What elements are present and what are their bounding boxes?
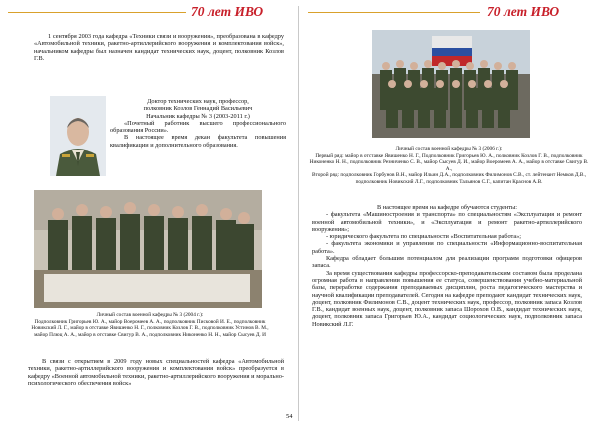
body-line-1: В настоящее время на кафедре обучаются студенты: xyxy=(377,204,517,211)
bio-line-1: Доктор технических наук, профессор, xyxy=(147,98,249,105)
intro-paragraph: 1 сентября 2003 года кафедра «Техники связи и вооружения», преобразована в кафедру «Автомобильной техники, ракетно-артиллерийского вооружения и комплектования войск», начальником кафедры был назначен кандидат технических наук, доцент, полковник Козлов Г.В. xyxy=(34,33,284,62)
body-line-3: - юридического факультета по специальности «Воспитательная работа»; xyxy=(326,233,522,241)
right-body-text xyxy=(312,204,582,328)
body-line-5: Кафедра обладает большим потенциалом для реализации программ подготовки офицеров запаса. xyxy=(312,255,582,270)
body-line-4: - факультета экономики и управления по специальности «Информационно-воспитательная работа». xyxy=(312,240,582,255)
group-photo-2004-caption xyxy=(28,312,272,338)
caption-2006-row1: Первый ряд: майор в отставке Явишенко Н. Г., Подполковник Григорьев Ю. А., полковник Козлов Г. В., подполковник Никоненко Н. Н., подполковник Резниченко С. В., майор Сысуев Д. И., майор Воеромеев А. А., майор в отставке Свигур В. А., xyxy=(309,152,589,172)
body-line-2: - факультета «Машиностроения и транспорта» по специальностям «Эксплуатация и ремонт военной автомобильной техники», и «Эксплуатация и ремонт ракетно-артиллерийского вооружения»; xyxy=(312,211,582,233)
caption-2006-title: Личный состав военной кафедры № 3 (2006 г.): xyxy=(395,146,503,152)
header-rule-right xyxy=(308,12,480,13)
bio-line-3: Начальник кафедры № 3 (2003-2011 г.) xyxy=(146,112,250,120)
bio-line-5: В настоящее время декан факультета повышения квалификации и дополнительного образования. xyxy=(110,134,286,149)
center-gutter-line xyxy=(298,6,299,421)
bio-line-4: «Почетный работник высшего профессионального образования России». xyxy=(110,119,286,135)
caption-2004-names: Подполковник Григорьев Ю. А., майор Воеромеев А. А., подполковник Писковой И. Е., подполковник Новикский Л. Г., майор в отставке Явишенко Н. Г., полковник Козлов Г. В., подполковник Устинов В. М., майор Плюц А. А., майор в отставке Свигур В. А., подполковник Никоненко Н. Н., майор Сысуев Д. И xyxy=(31,318,269,338)
caption-2004-title: Личный состав военной кафедры № 3 (2004 г.): xyxy=(96,312,204,318)
page-number: 54 xyxy=(286,413,293,420)
group-photo-2006-caption xyxy=(306,146,592,186)
header-title-left: 70 лет ИВО xyxy=(191,4,264,19)
group-photo-2004 xyxy=(34,190,262,308)
portrait-bio xyxy=(110,98,286,149)
caption-2006-row2: Второй ряд: подполковник Горбунов В.Н., майор Ильин Д.А., подполковник Филимонов С.В., ст. лейтенант Немков Д.В., подполковник Новикский Л.Г., подполковник Тальянов С.Г., капитан Краснов А.В. xyxy=(311,172,587,185)
portrait-photo xyxy=(50,96,106,176)
bio-line-2: полковник Козлов Геннадий Васильевич xyxy=(143,105,253,113)
header-title-right: 70 лет ИВО xyxy=(487,4,560,19)
group-photo-2006 xyxy=(372,30,530,138)
body-line-6: За время существования кафедры профессорско-преподавательским составом была проделана огромная работа в направлении повышения ее статуса, совершенствования учебно-материальной базы, переработке содержания преподаваемых дисциплин, роста педагогического мастерства и научной квалификации преподавателей. Сегодня на кафедре преподают кандидат технических наук, доцент, полковник Филимонов С.В., доцент технических наук, профессор, полковник запаса Козлов Г.В., кандидат военных наук, доцент, полковник запаса Шорохов О.В., кандидат технических наук, доцент, полковник запаса Григорьев Ю.А., кандидат социологических наук, подполковник запаса Новикский Л.Г. xyxy=(312,269,582,328)
closing-paragraph: В связи с открытием в 2009 году новых специальностей кафедра «Автомобильной техники, ракетно-артиллерийского вооружения и комплектования войск» преобразуется в кафедру «Военной автомобильной техники, ракетно-артиллерийского вооружения и морально-психологического обеспечения войск» xyxy=(28,358,284,387)
header-rule-left xyxy=(8,12,186,13)
